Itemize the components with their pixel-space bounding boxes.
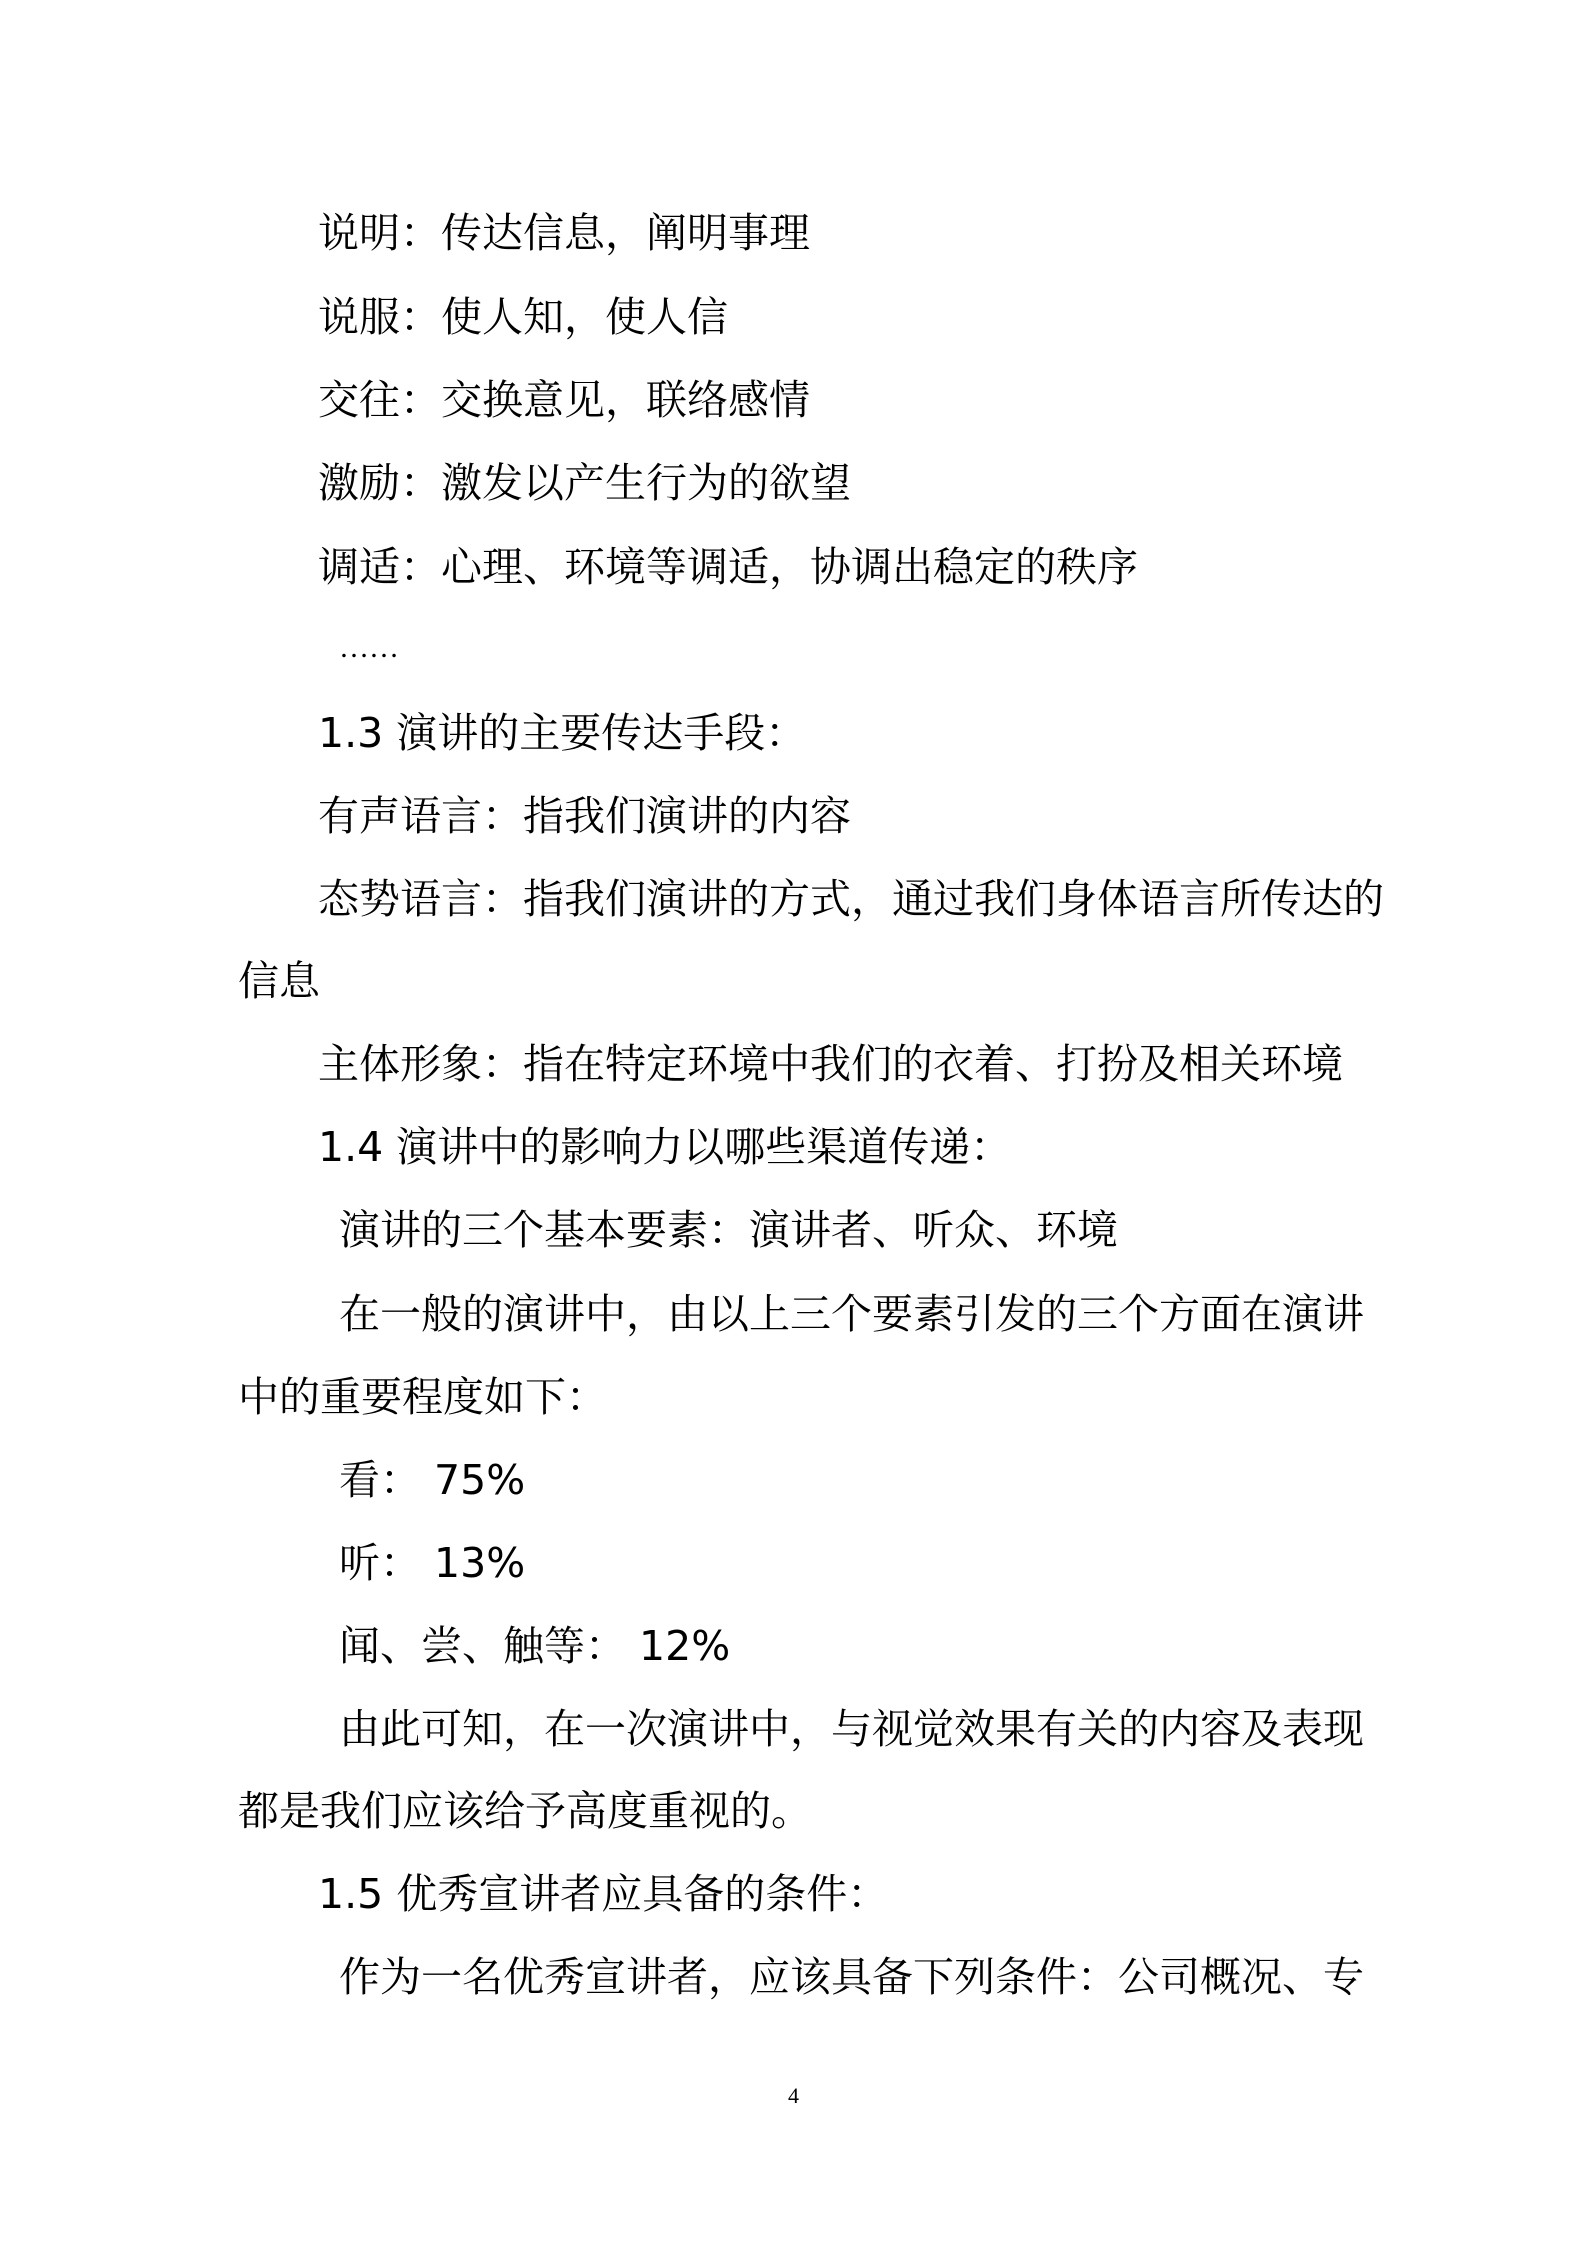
paragraph-line: 态势语言：指我们演讲的方式，通过我们身体语言所传达的 bbox=[318, 875, 1384, 923]
stat-line-smell-taste-touch: 闻、尝、触等： 12% bbox=[339, 1622, 731, 1670]
section-heading-1-5: 1.5 优秀宣讲者应具备的条件： bbox=[318, 1870, 889, 1918]
ellipsis-line: …… bbox=[339, 631, 399, 664]
page-number: 4 bbox=[788, 2083, 799, 2108]
section-heading-1-4: 1.4 演讲中的影响力以哪些渠道传递： bbox=[318, 1123, 1012, 1171]
paragraph-line: 说明：传达信息，阐明事理 bbox=[318, 209, 810, 257]
paragraph-line: 调适：心理、环境等调适，协调出稳定的秩序 bbox=[318, 543, 1138, 591]
paragraph-line: 主体形象：指在特定环境中我们的衣着、打扮及相关环境 bbox=[318, 1040, 1343, 1088]
paragraph-line: 信息 bbox=[238, 957, 320, 1005]
stat-line-see: 看： 75% bbox=[339, 1456, 526, 1504]
paragraph-line: 作为一名优秀宣讲者，应该具备下列条件：公司概况、专 bbox=[339, 1953, 1364, 2001]
paragraph-line: 说服：使人知，使人信 bbox=[318, 293, 728, 341]
paragraph-line: 交往：交换意见，联络感情 bbox=[318, 376, 810, 424]
paragraph-line: 由此可知，在一次演讲中，与视觉效果有关的内容及表现 bbox=[339, 1705, 1364, 1753]
paragraph-line: 中的重要程度如下： bbox=[238, 1373, 607, 1421]
section-heading-1-3: 1.3 演讲的主要传达手段： bbox=[318, 709, 807, 757]
stat-line-hear: 听： 13% bbox=[339, 1539, 526, 1587]
paragraph-line: 都是我们应该给予高度重视的。 bbox=[238, 1787, 812, 1835]
paragraph-line: 演讲的三个基本要素：演讲者、听众、环境 bbox=[339, 1206, 1118, 1254]
paragraph-line: 有声语言：指我们演讲的内容 bbox=[318, 792, 851, 840]
paragraph-line: 在一般的演讲中，由以上三个要素引发的三个方面在演讲 bbox=[339, 1290, 1364, 1338]
paragraph-line: 激励：激发以产生行为的欲望 bbox=[318, 459, 851, 507]
